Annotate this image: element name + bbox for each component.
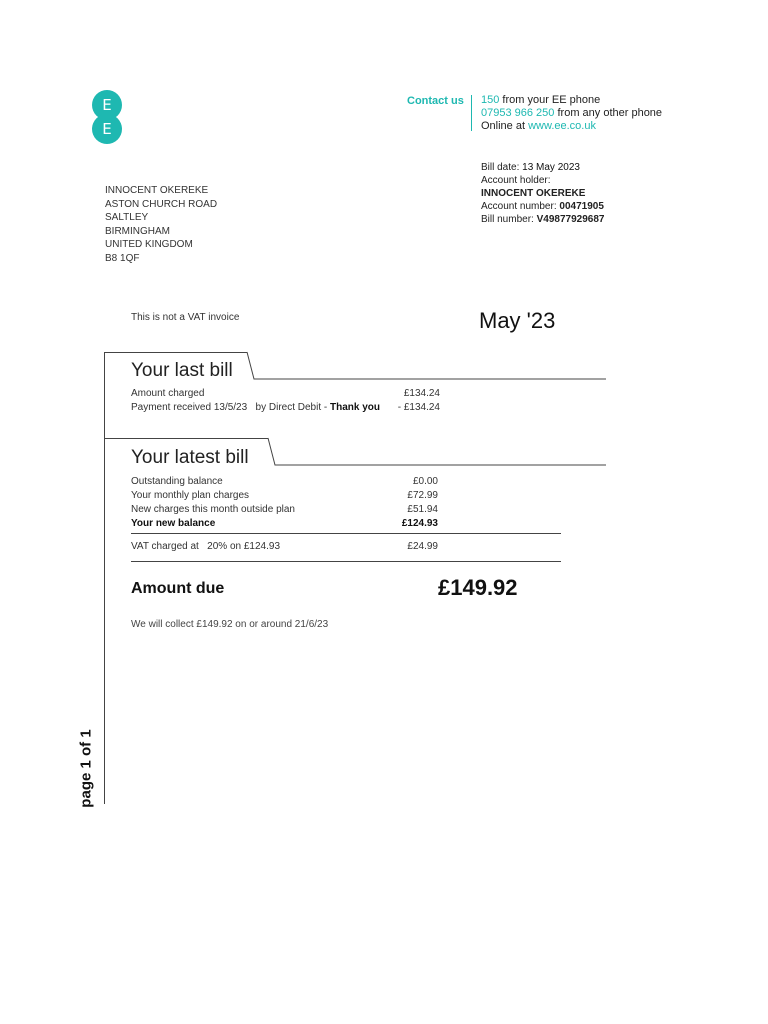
charge-row-value: £72.99 [407, 490, 438, 501]
contact-label: Contact us [407, 95, 464, 107]
divider [131, 561, 561, 562]
bill-date-label: Bill date: [481, 162, 520, 173]
address-line: SALTLEY [105, 212, 149, 223]
vat-label: VAT charged at [131, 541, 199, 552]
payment-method: by Direct Debit - [255, 402, 330, 413]
charge-row-label: New charges this month outside plan [131, 504, 295, 515]
bill-number-label: Bill number: [481, 214, 534, 225]
contact-phone-long: 07953 966 250 [481, 107, 555, 119]
bill-period: May '23 [479, 308, 556, 333]
section-line [104, 438, 268, 439]
address-line: UNITED KINGDOM [105, 239, 193, 250]
vat-rate: 20% on £124.93 [207, 541, 281, 552]
amount-charged-value: £134.24 [403, 388, 440, 399]
left-frame-line [104, 352, 105, 804]
amount-due-label: Amount due [131, 580, 225, 597]
bill-number: V49877929687 [536, 214, 605, 225]
contact-phone-short-text: from your EE phone [499, 94, 601, 106]
collection-note: We will collect £149.92 on or around 21/6/23 [131, 619, 329, 630]
bill-date: 13 May 2023 [522, 162, 580, 173]
payment-label: Payment received 13/5/23 [131, 402, 248, 413]
charge-row-value: £51.94 [407, 504, 438, 515]
last-bill-title: Your last bill [131, 360, 233, 381]
account-holder: INNOCENT OKEREKE [481, 188, 586, 199]
logo-dot-bottom: E [92, 114, 122, 144]
account-number-label: Account number: [481, 201, 557, 212]
new-balance-label: Your new balance [131, 518, 216, 529]
bill-info [481, 161, 604, 226]
account-holder-label: Account holder: [481, 175, 551, 186]
charge-row-label: Outstanding balance [131, 476, 223, 487]
customer-address [105, 184, 217, 265]
account-number: 00471905 [559, 201, 604, 212]
address-line: INNOCENT OKEREKE [105, 185, 209, 196]
address-line: BIRMINGHAM [105, 225, 170, 237]
new-balance-value: £124.93 [401, 518, 438, 529]
contact-website-link[interactable]: www.ee.co.uk [528, 120, 596, 132]
divider [131, 533, 561, 534]
amount-due-value: £149.92 [438, 575, 518, 600]
vat-row [131, 541, 280, 552]
address-line: B8 1QF [105, 252, 140, 264]
contact-online-text: Online at [481, 120, 529, 132]
latest-bill-title: Your latest bill [131, 447, 249, 468]
charge-row-value: £0.00 [412, 476, 438, 487]
vat-amount: £24.99 [407, 541, 438, 552]
payment-row [131, 402, 380, 413]
address-line: ASTON CHURCH ROAD [105, 198, 218, 210]
contact-lines [481, 94, 662, 133]
section-line [104, 352, 247, 353]
contact-divider [471, 95, 472, 131]
logo-dot-top: E [92, 90, 122, 120]
ee-logo [92, 90, 124, 140]
page-number: page 1 of 1 [77, 729, 95, 808]
contact-phone-short: 150 [481, 94, 500, 106]
payment-thanks: Thank you [330, 402, 381, 413]
vat-note: This is not a VAT invoice [131, 312, 240, 323]
contact-phone-long-text: from any other phone [554, 107, 663, 119]
amount-charged-label: Amount charged [131, 388, 205, 399]
charge-row-label: Your monthly plan charges [131, 490, 250, 501]
payment-amount: - £134.24 [397, 402, 440, 413]
